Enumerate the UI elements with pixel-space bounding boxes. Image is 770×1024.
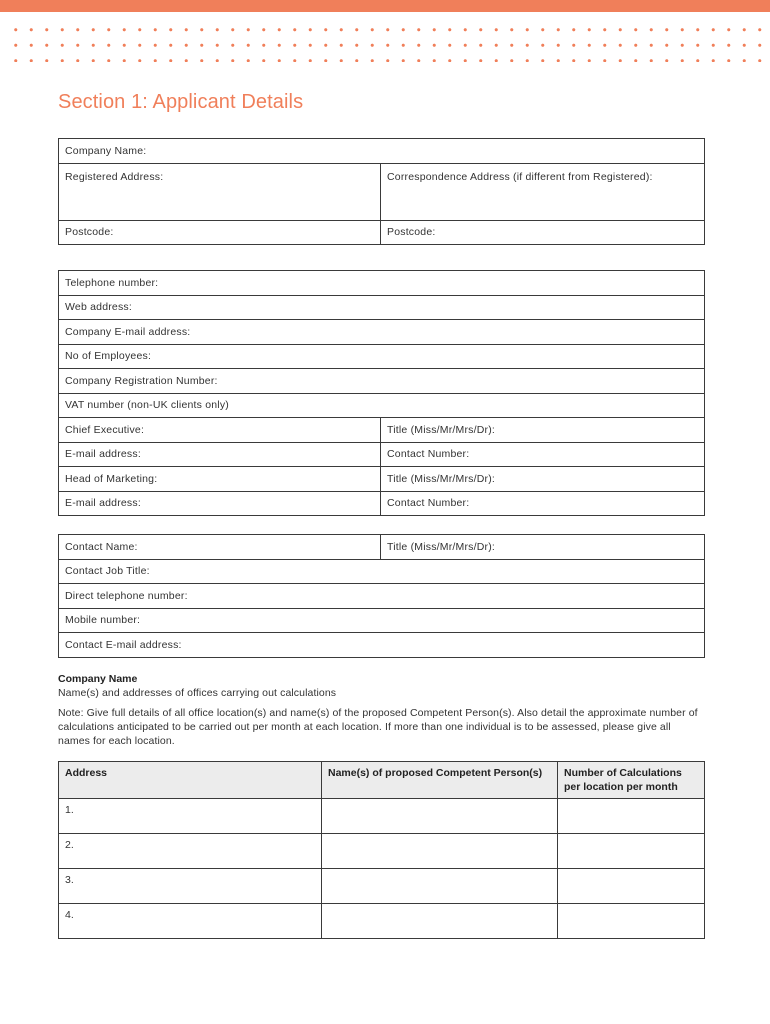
address-cell-2[interactable]: 2.	[59, 834, 322, 869]
postcode-registered-field[interactable]: Postcode:	[59, 220, 381, 245]
contact-job-title-field[interactable]: Contact Job Title:	[59, 559, 705, 584]
competent-person-cell-2[interactable]	[322, 834, 558, 869]
address-column-header: Address	[59, 762, 322, 799]
company-email-field[interactable]: Company E-mail address:	[59, 320, 705, 345]
table-row	[59, 834, 705, 869]
head-of-marketing-email-field[interactable]: E-mail address:	[59, 491, 381, 516]
competent-person-column-header: Name(s) of proposed Competent Person(s)	[322, 762, 558, 799]
employees-field[interactable]: No of Employees:	[59, 344, 705, 369]
calculations-cell-3[interactable]	[558, 869, 705, 904]
competent-person-cell-4[interactable]	[322, 904, 558, 939]
calculations-cell-1[interactable]	[558, 799, 705, 834]
postcode-correspondence-field[interactable]: Postcode:	[381, 220, 705, 245]
contact-person-table	[58, 534, 705, 658]
head-of-marketing-contact-field[interactable]: Contact Number:	[381, 491, 705, 516]
offices-note: Note: Give full details of all office location(s) and name(s) of the proposed Competent Person(s). Also detail the approximate number of calculations anticipated to be carried out per month at each location. If more than one individual is to be assessed, please give all names for each location.	[58, 707, 698, 747]
company-name-field[interactable]: Company Name:	[59, 139, 705, 164]
table-header-row	[59, 762, 705, 799]
table-row	[59, 904, 705, 939]
company-details-table	[58, 138, 705, 245]
calculations-cell-4[interactable]	[558, 904, 705, 939]
head-of-marketing-field[interactable]: Head of Marketing:	[59, 467, 381, 492]
table-row	[59, 799, 705, 834]
correspondence-address-field[interactable]: Correspondence Address (if different from Registered):	[381, 163, 705, 220]
chief-executive-email-field[interactable]: E-mail address:	[59, 442, 381, 467]
section-title: Section 1: Applicant Details	[58, 91, 304, 113]
company-name-heading: Company Name	[58, 673, 138, 685]
company-contact-table	[58, 270, 705, 516]
address-cell-3[interactable]: 3.	[59, 869, 322, 904]
contact-email-field[interactable]: Contact E-mail address:	[59, 633, 705, 658]
calculations-cell-2[interactable]	[558, 834, 705, 869]
address-cell-4[interactable]: 4.	[59, 904, 322, 939]
head-of-marketing-title-field[interactable]: Title (Miss/Mr/Mrs/Dr):	[381, 467, 705, 492]
chief-executive-title-field[interactable]: Title (Miss/Mr/Mrs/Dr):	[381, 418, 705, 443]
calculations-column-header: Number of Calculations per location per month	[558, 762, 705, 799]
contact-title-field[interactable]: Title (Miss/Mr/Mrs/Dr):	[381, 535, 705, 560]
web-address-field[interactable]: Web address:	[59, 295, 705, 320]
table-row	[59, 869, 705, 904]
locations-table	[58, 761, 705, 939]
mobile-number-field[interactable]: Mobile number:	[59, 608, 705, 633]
dot-pattern-decoration	[8, 22, 768, 62]
vat-number-field[interactable]: VAT number (non-UK clients only)	[59, 393, 705, 418]
direct-telephone-field[interactable]: Direct telephone number:	[59, 584, 705, 609]
chief-executive-field[interactable]: Chief Executive:	[59, 418, 381, 443]
competent-person-cell-3[interactable]	[322, 869, 558, 904]
offices-subheading: Name(s) and addresses of offices carrying out calculations	[58, 687, 337, 699]
address-cell-1[interactable]: 1.	[59, 799, 322, 834]
competent-person-cell-1[interactable]	[322, 799, 558, 834]
telephone-field[interactable]: Telephone number:	[59, 271, 705, 296]
chief-executive-contact-field[interactable]: Contact Number:	[381, 442, 705, 467]
registered-address-field[interactable]: Registered Address:	[59, 163, 381, 220]
top-accent-bar	[0, 0, 770, 12]
registration-number-field[interactable]: Company Registration Number:	[59, 369, 705, 394]
contact-name-field[interactable]: Contact Name:	[59, 535, 381, 560]
